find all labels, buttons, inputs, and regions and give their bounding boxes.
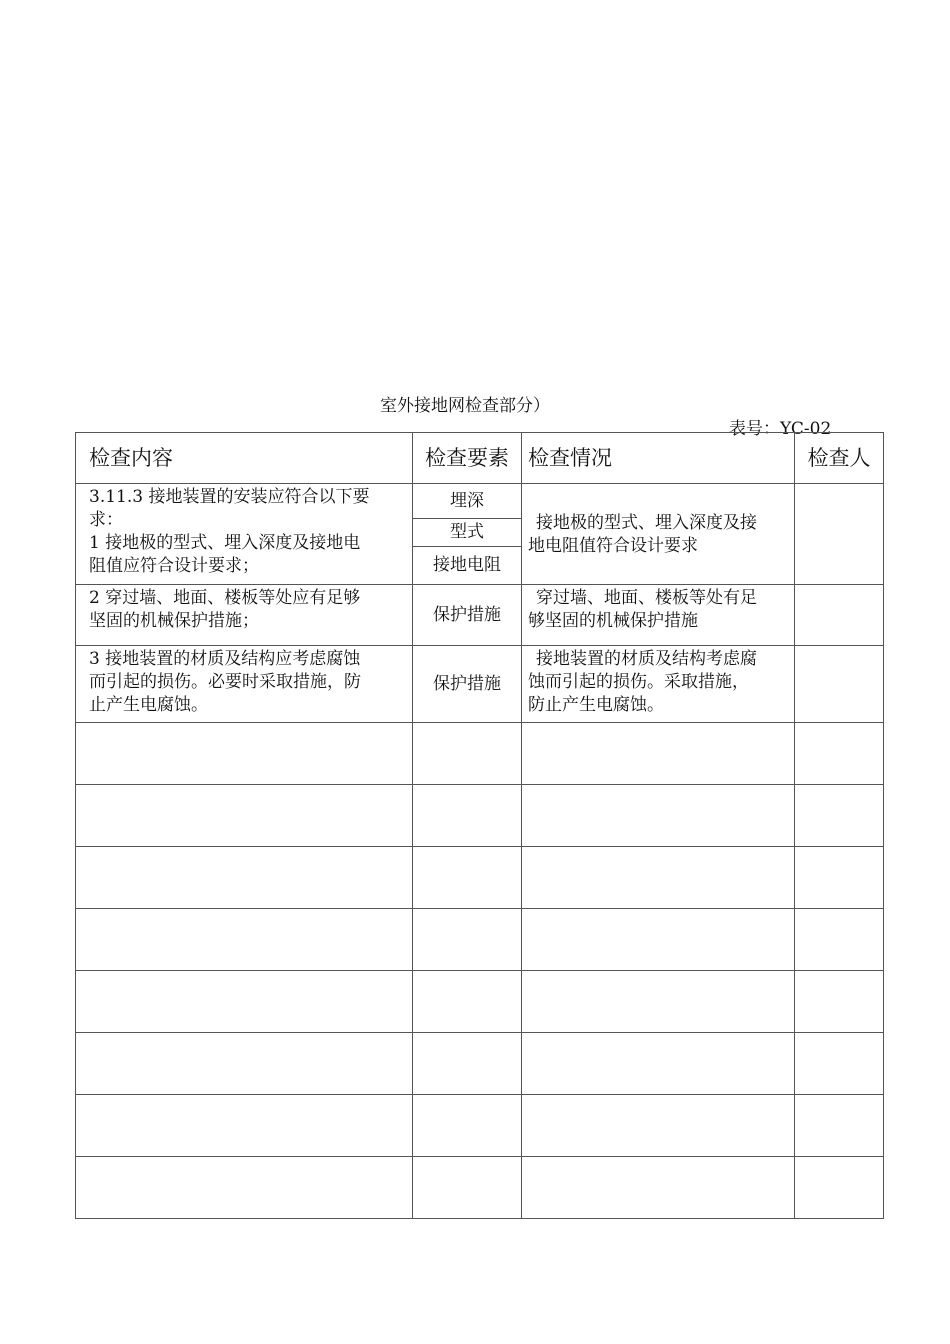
- header-inspector: 检查人: [795, 433, 884, 484]
- element-cell: 接地电阻: [413, 547, 522, 585]
- situation-cell[interactable]: [522, 1095, 795, 1157]
- element-cell[interactable]: [413, 1033, 522, 1095]
- content-cell[interactable]: [76, 723, 413, 785]
- content-cell: 2 穿过墙、地面、楼板等处应有足够 坚固的机械保护措施；: [76, 585, 413, 646]
- empty-row: [76, 1095, 884, 1157]
- situation-cell[interactable]: [522, 785, 795, 847]
- element-cell[interactable]: [413, 785, 522, 847]
- inspector-cell[interactable]: [795, 1157, 884, 1219]
- situation-cell[interactable]: [522, 847, 795, 909]
- table-row: [76, 484, 884, 519]
- situation-cell[interactable]: [522, 1157, 795, 1219]
- empty-row: [76, 1033, 884, 1095]
- situation-cell[interactable]: [522, 971, 795, 1033]
- inspector-cell[interactable]: [795, 1033, 884, 1095]
- empty-row: [76, 1157, 884, 1219]
- inspector-cell[interactable]: [795, 971, 884, 1033]
- content-cell[interactable]: [76, 1157, 413, 1219]
- inspection-table: [75, 432, 884, 1219]
- content-cell[interactable]: [76, 971, 413, 1033]
- element-cell[interactable]: [413, 1157, 522, 1219]
- inspector-cell[interactable]: [795, 847, 884, 909]
- situation-cell: 接地极的型式、埋入深度及接 地电阻值符合设计要求: [522, 484, 795, 585]
- element-cell[interactable]: [413, 847, 522, 909]
- element-cell[interactable]: [413, 723, 522, 785]
- header-situation: 检查情况: [522, 433, 795, 484]
- empty-row: [76, 909, 884, 971]
- empty-row: [76, 785, 884, 847]
- element-cell[interactable]: [413, 909, 522, 971]
- element-cell: 保护措施: [413, 585, 522, 646]
- inspector-cell[interactable]: [795, 785, 884, 847]
- element-cell[interactable]: [413, 1095, 522, 1157]
- inspector-cell[interactable]: [795, 585, 884, 646]
- situation-cell[interactable]: [522, 723, 795, 785]
- element-cell: 保护措施: [413, 646, 522, 723]
- inspector-cell[interactable]: [795, 909, 884, 971]
- empty-row: [76, 971, 884, 1033]
- content-cell: 3 接地装置的材质及结构应考虑腐蚀 而引起的损伤。必要时采取措施，防 止产生电腐蚀。: [76, 646, 413, 723]
- situation-cell: 接地装置的材质及结构考虑腐 蚀而引起的损伤。采取措施， 防止产生电腐蚀。: [522, 646, 795, 723]
- situation-cell: 穿过墙、地面、楼板等处有足 够坚固的机械保护措施: [522, 585, 795, 646]
- element-cell[interactable]: [413, 971, 522, 1033]
- situation-cell[interactable]: [522, 909, 795, 971]
- element-cell: 型式: [413, 519, 522, 547]
- empty-row: [76, 723, 884, 785]
- content-cell: 3.11.3 接地装置的安装应符合以下要 求： 1 接地极的型式、埋入深度及接地电 阻值应符合设计要求；: [76, 484, 413, 585]
- table-row: [76, 646, 884, 723]
- table-row: [76, 585, 884, 646]
- form-title: 室外接地网检查部分）: [380, 396, 550, 416]
- content-cell[interactable]: [76, 909, 413, 971]
- element-cell: 埋深: [413, 484, 522, 519]
- inspector-cell[interactable]: [795, 646, 884, 723]
- content-cell[interactable]: [76, 1095, 413, 1157]
- empty-row: [76, 847, 884, 909]
- header-row: [76, 433, 884, 484]
- content-cell[interactable]: [76, 785, 413, 847]
- content-cell[interactable]: [76, 847, 413, 909]
- inspector-cell[interactable]: [795, 723, 884, 785]
- inspector-cell[interactable]: [795, 484, 884, 585]
- situation-cell[interactable]: [522, 1033, 795, 1095]
- content-cell[interactable]: [76, 1033, 413, 1095]
- header-content: 检查内容: [76, 433, 413, 484]
- header-element: 检查要素: [413, 433, 522, 484]
- inspector-cell[interactable]: [795, 1095, 884, 1157]
- form-number: 表号：YC-02: [729, 419, 832, 439]
